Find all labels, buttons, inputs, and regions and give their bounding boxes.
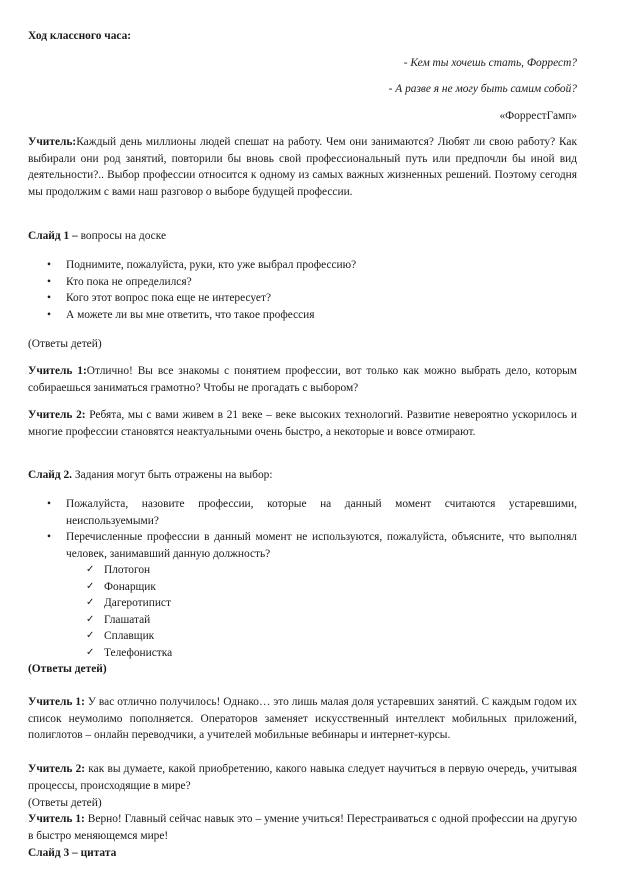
list-item: • Поднимите, пожалуйста, руки, кто уже выбрал профессию? (28, 257, 577, 274)
section-heading: Ход классного часа: (28, 30, 132, 42)
epigraph-line-1: - Кем ты хочешь стать, Форрест? (403, 57, 577, 69)
speaker-label: Учитель 1: (28, 813, 85, 825)
slide-1-heading: Слайд 1 – вопросы на доске (28, 230, 167, 242)
list-item: • Кого этот вопрос пока еще не интересует? (28, 290, 577, 307)
epigraph-line-2: - А разве я не могу быть самим собой? (388, 83, 577, 95)
list-item: ✓ Телефонистка (28, 645, 577, 662)
list-item: • Пожалуйста, назовите профессии, которые на данный момент считаются устаревшими, неиспользуемыми? (47, 498, 577, 527)
list-item: ✓ Дагеротипист (28, 595, 577, 612)
slide-1-questions (28, 257, 577, 323)
speaker-label: Учитель 2: (28, 409, 86, 421)
children-answers-2: (Ответы детей) (28, 663, 107, 675)
bullet-icon: • (47, 275, 51, 288)
speaker-label: Учитель 1: (28, 696, 85, 708)
list-item: • Кто пока не определился? (28, 274, 577, 291)
bullet-icon: • (47, 498, 51, 510)
bullet-icon: • (47, 531, 51, 544)
list-item: ✓ Фонарщик (28, 579, 577, 596)
speaker-label: Учитель 2: (28, 763, 86, 775)
speaker-label: Учитель: (28, 136, 77, 148)
slide-2-tasks (28, 496, 577, 562)
bullet-icon: • (47, 259, 51, 271)
checkmark-icon: ✓ (86, 613, 95, 625)
checkmark-icon: ✓ (86, 646, 95, 658)
list-item: • А можете ли вы мне ответить, что такое профессия (28, 307, 577, 324)
children-answers-3: (Ответы детей) (28, 797, 102, 809)
slide-2-heading: Слайд 2. Задания могут быть отражены на выбор: (28, 469, 273, 481)
bullet-icon: • (47, 308, 51, 321)
epigraph-source: «ФоррестГамп» (499, 110, 577, 122)
checkmark-icon: ✓ (86, 564, 95, 575)
list-item: ✓ Сплавщик (28, 628, 577, 645)
checkmark-icon: ✓ (86, 580, 95, 592)
paragraph-teacher-1: Учитель 1:Отлично! Вы все знакомы с понятием профессии, вот только как можно выбрать дело, которым собираешься заниматься грамотно? Чтобы не прогадать с выбором? (28, 365, 577, 394)
slide-3-heading: Слайд 3 – цитата (28, 847, 117, 859)
paragraph-teacher-2-b: Учитель 2: как вы думаете, какой приобретению, какого навыка следует научиться в первую очередь, учитывая процессы, происходящие в мире? (28, 763, 578, 792)
list-item: ✓ Плотогон (28, 562, 577, 579)
checkmark-icon: ✓ (86, 630, 95, 642)
obsolete-professions-list (28, 562, 577, 662)
children-answers-1: (Ответы детей) (28, 338, 102, 350)
list-item: ✓ Глашатай (28, 612, 577, 629)
paragraph-teacher-1-b: Учитель 1: У вас отлично получилось! Однако… это лишь малая доля устаревших занятий. С каждым годом их список неумолимо пополняется. Операторов заменяет искусственный интеллект мобильных приложений, полиглотов – онлайн переводчики, а учителей мобильные вебинары и интернет-курсы. (28, 696, 577, 742)
paragraph-teacher-1-c: Учитель 1: Верно! Главный сейчас навык это – умение учиться! Перестраиваться с одной профессии на другую в быстро меняющемся мире! (28, 813, 577, 842)
paragraph-teacher-intro: Учитель:Каждый день миллионы людей спешат на работу. Чем они занимаются? Любят ли свою работу? Как выбирали они род занятий, повторили бы вновь свой профессиональный путь или предпочли бы иной вид деятельности?.. Выбор профессии относится к одному из самых важных жизненных решений. Поэтому сегодня мы продолжим с вами наш разговор о выборе будущей профессии. (28, 136, 577, 198)
paragraph-teacher-2: Учитель 2: Ребята, мы с вами живем в 21 веке – веке высоких технологий. Развитие невероятно ускорилось и многие профессии становятся неактуальными очень быстро, а некоторые и вовсе отмирают. (28, 409, 577, 438)
list-item: • Перечисленные профессии в данный момент не используются, пожалуйста, объясните, что выполнял человек, занимавший данную должность? (47, 531, 577, 560)
checkmark-icon: ✓ (86, 597, 95, 609)
speaker-label: Учитель 1: (28, 365, 87, 377)
bullet-icon: • (47, 292, 51, 305)
